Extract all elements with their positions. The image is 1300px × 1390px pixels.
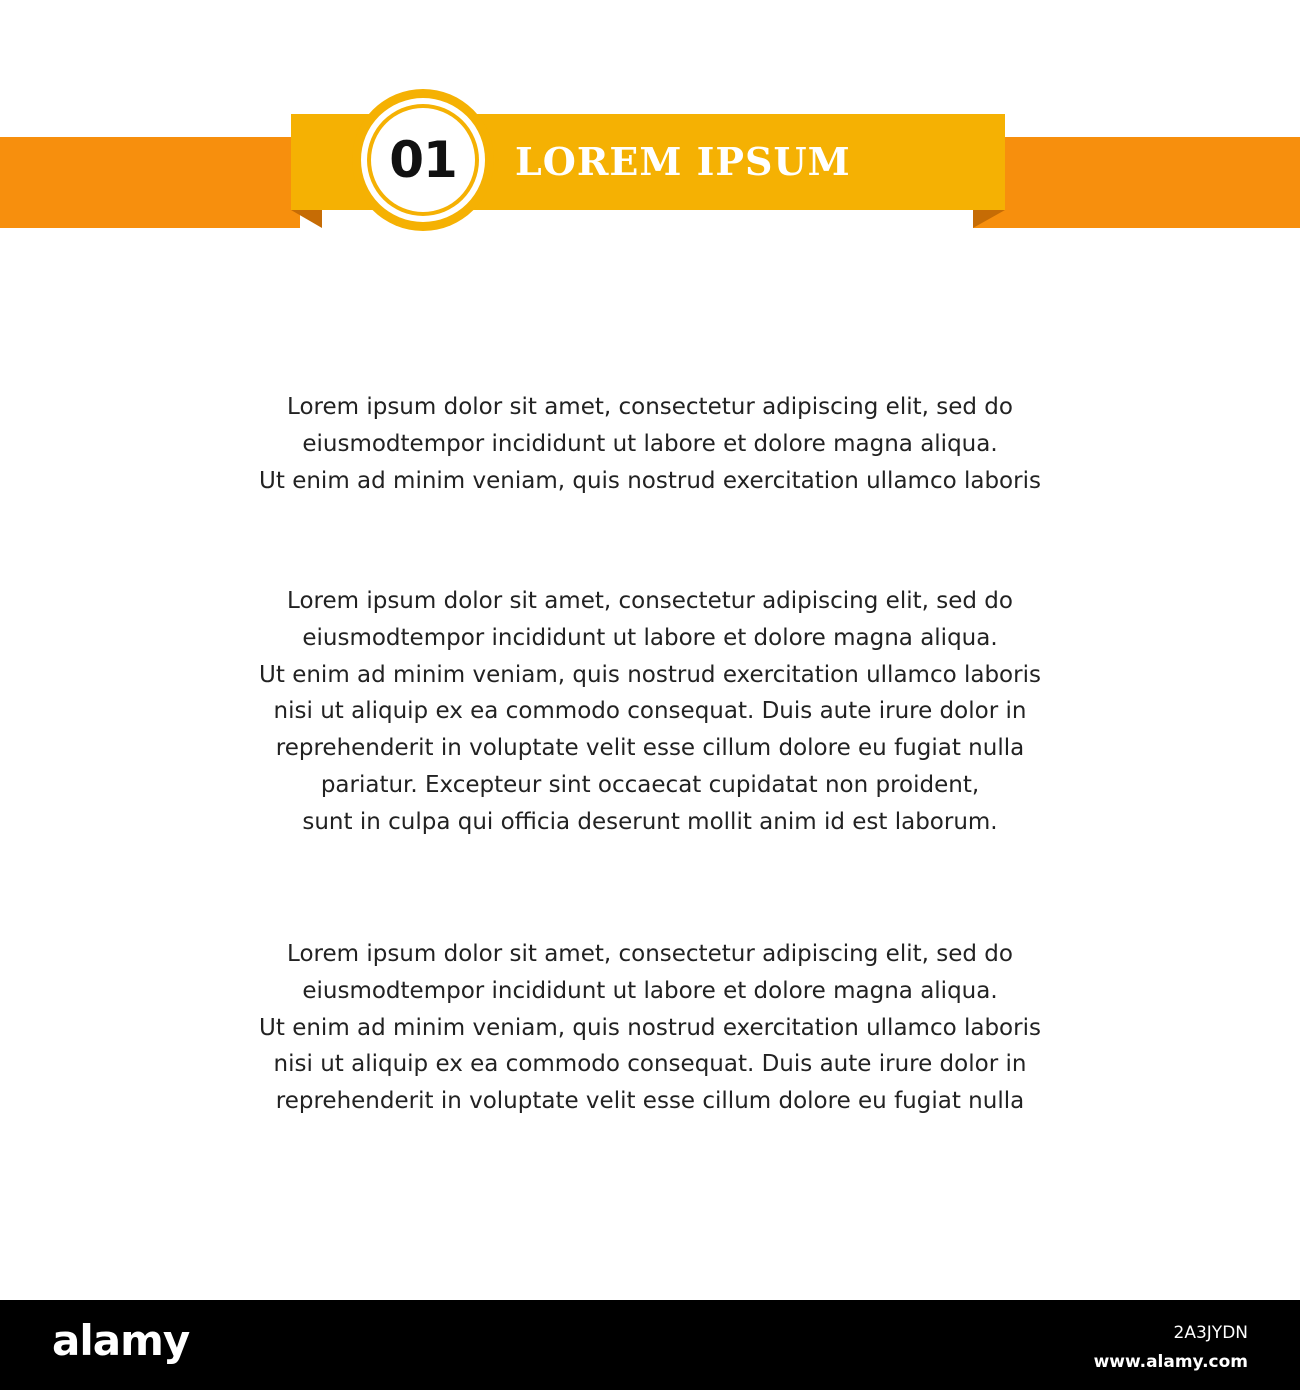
paragraph-line: reprehenderit in voluptate velit esse cillum dolore eu fugiat nulla — [275, 735, 1025, 762]
footer-bar — [0, 1300, 1300, 1390]
paragraph-line: Ut enim ad minim veniam, quis nostrud exercitation ullamco laboris — [259, 661, 1041, 688]
paragraph-line: Ut enim ad minim veniam, quis nostrud exercitation ullamco laboris — [259, 467, 1041, 494]
alamy-logo: alamy — [52, 1316, 190, 1365]
banner-title: LOREM IPSUM — [515, 139, 851, 184]
ribbon-fold-right — [973, 210, 1005, 228]
image-id: 2A3JYDN — [1173, 1323, 1248, 1343]
paragraph-line: eiusmodtempor incididunt ut labore et dolore magna aliqua. — [302, 624, 998, 651]
number-badge-center — [371, 108, 475, 212]
paragraph-line: Ut enim ad minim veniam, quis nostrud exercitation ullamco laboris — [259, 1014, 1041, 1041]
paragraph-1 — [150, 389, 1150, 499]
ribbon-back-right — [973, 137, 1300, 228]
ribbon-back-left — [0, 137, 300, 228]
paragraph-line: pariatur. Excepteur sint occaecat cupidatat non proident, — [320, 771, 980, 798]
paragraph-line: nisi ut aliquip ex ea commodo consequat. Duis aute irure dolor in — [273, 1051, 1027, 1078]
paragraph-line: eiusmodtempor incididunt ut labore et dolore magna aliqua. — [302, 977, 998, 1004]
paragraph-line: nisi ut aliquip ex ea commodo consequat. Duis aute irure dolor in — [273, 698, 1027, 725]
footer-url: www.alamy.com — [1093, 1352, 1248, 1372]
ribbon-fold-left — [291, 210, 322, 228]
step-number: 01 — [389, 131, 457, 189]
paragraph-line: sunt in culpa qui officia deserunt mollit anim id est laborum. — [302, 808, 998, 835]
paragraph-line: reprehenderit in voluptate velit esse cillum dolore eu fugiat nulla — [275, 1088, 1025, 1115]
paragraph-2 — [150, 583, 1150, 841]
paragraph-line: Lorem ipsum dolor sit amet, consectetur adipiscing elit, sed do — [287, 941, 1013, 967]
paragraph-line: eiusmodtempor incididunt ut labore et dolore magna aliqua. — [302, 430, 998, 457]
paragraph-line: Lorem ipsum dolor sit amet, consectetur adipiscing elit, sed do — [287, 588, 1013, 614]
paragraph-3 — [150, 936, 1150, 1120]
paragraph-line: Lorem ipsum dolor sit amet, consectetur adipiscing elit, sed do — [287, 394, 1013, 420]
